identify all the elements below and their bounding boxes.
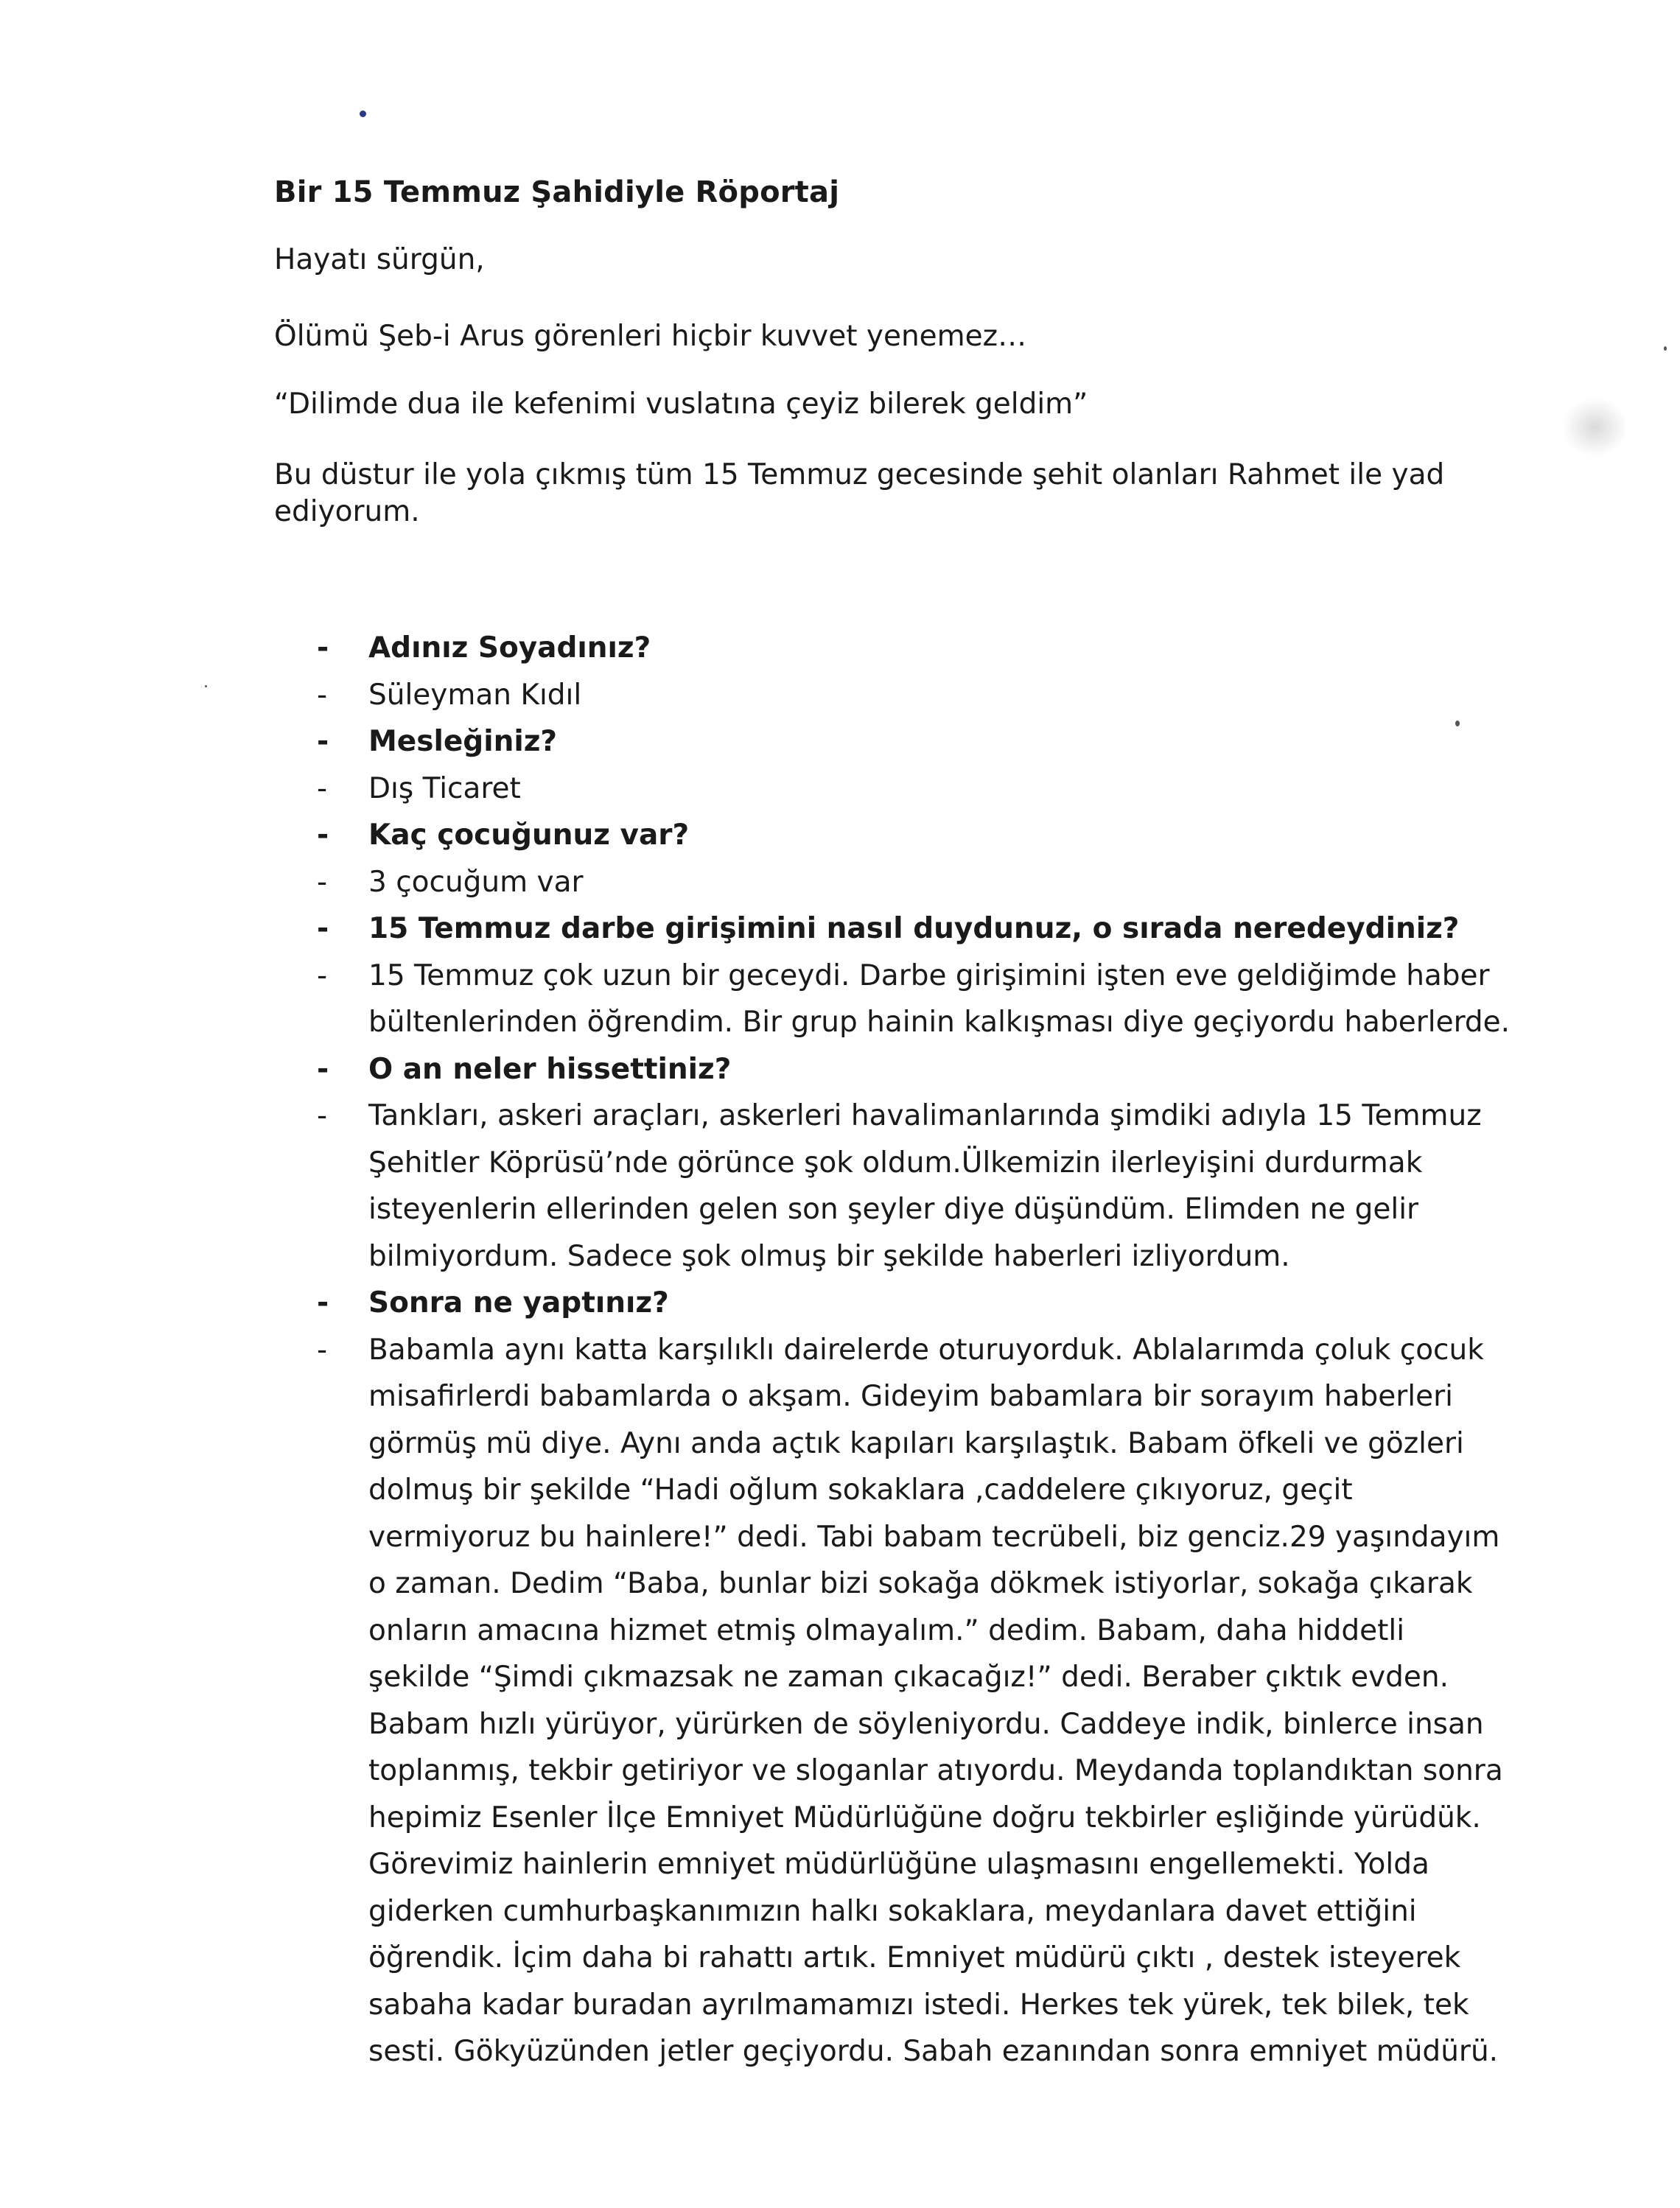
interview-list: [317, 625, 1525, 2075]
answer-line: giderken cumhurbaşkanımızın halkı sokaklara, meydanlara davet ettiğini: [368, 1894, 1417, 1928]
bullet-dash: -: [317, 631, 329, 665]
interview-question: [317, 718, 1525, 765]
answer-line: bilmiyordum. Sadece şok olmuş bir şekilde haberleri izliyordum.: [368, 1239, 1290, 1273]
bullet-dash: -: [317, 1052, 329, 1086]
interview-answer: [317, 953, 1525, 1046]
answer-line: öğrendik. İçim daha bi rahattı artık. Emniyet müdürü çıktı , destek isteyerek: [368, 1941, 1461, 1974]
question-text: 15 Temmuz darbe girişimini nasıl duydunuz, o sırada neredeydiniz?: [368, 912, 1460, 945]
answer-line: 15 Temmuz çok uzun bir geceydi. Darbe girişimini işten eve geldiğimde haber: [368, 958, 1490, 992]
bullet-dash: -: [317, 678, 328, 712]
answer-line: toplanmış, tekbir getiriyor ve sloganlar atıyordu. Meydanda toplandıktan sonra: [368, 1754, 1503, 1787]
answer-line: Babamla aynı katta karşılıklı dairelerde oturuyorduk. Ablalarımda çoluk çocuk: [368, 1333, 1484, 1367]
answer-line: sesti. Gökyüzünden jetler geçiyordu. Sabah ezanından sonra emniyet müdürü.: [368, 2035, 1499, 2068]
answer-line: dolmuş bir şekilde “Hadi oğlum sokaklara ,caddelere çıkıyoruz, geçit: [368, 1473, 1353, 1507]
document-title: Bir 15 Temmuz Şahidiyle Röportaj: [274, 175, 840, 209]
question-text: Adınız Soyadınız?: [368, 631, 651, 665]
answer-text: Dış Ticaret: [368, 771, 521, 805]
question-text: Mesleğiniz?: [368, 725, 558, 758]
answer-line: isteyenlerin ellerinden gelen son şeyler diye düşündüm. Elimden ne gelir: [368, 1193, 1419, 1226]
answer-line: Görevimiz hainlerin emniyet müdürlüğüne ulaşmasını engellemekti. Yolda: [368, 1848, 1429, 1881]
interview-question: [317, 812, 1525, 859]
answer-line: Şehitler Köprüsü’nde görünce şok oldum.Ülkemizin ilerleyişini durdurmak: [368, 1146, 1423, 1180]
answer-line: vermiyoruz bu hainlere!” dedi. Tabi babam tecrübeli, biz genciz.29 yaşındayım: [368, 1520, 1500, 1554]
interview-question: [317, 905, 1525, 953]
interview-answer: [317, 859, 1525, 906]
ink-speck: [1664, 346, 1667, 351]
answer-line: Babam hızlı yürüyor, yürürken de söyleniyordu. Caddeye indik, binlerce insan: [368, 1707, 1484, 1741]
bullet-dash: -: [317, 819, 329, 852]
bullet-dash: -: [317, 865, 328, 899]
bullet-dash: -: [317, 958, 328, 992]
ink-speck: [360, 111, 366, 117]
bullet-dash: -: [317, 725, 329, 758]
interview-answer: [317, 1093, 1525, 1280]
bullet-dash: -: [317, 771, 328, 805]
interview-answer: [317, 672, 1525, 719]
answer-line: o zaman. Dedim “Baba, bunlar bizi sokağa dökmek istiyorlar, sokağa çıkarak: [368, 1567, 1473, 1600]
answer-line: misafirlerdi babamlarda o akşam. Gideyim babamlara bir sorayım haberleri: [368, 1380, 1454, 1413]
intro-line: “Dilimde dua ile kefenimi vuslatına çeyiz bilerek geldim”: [274, 388, 1088, 421]
answer-line: hepimiz Esenler İlçe Emniyet Müdürlüğüne doğru tekbirler eşliğinde yürüdük.: [368, 1801, 1481, 1834]
intro-line: ediyorum.: [274, 495, 420, 528]
ink-speck: [205, 685, 207, 687]
intro-line: Ölümü Şeb-i Arus görenleri hiçbir kuvvet yenemez…: [274, 320, 1027, 353]
answer-line: görmüş mü diye. Aynı anda açtık kapıları karşılaştık. Babam öfkeli ve gözleri: [368, 1426, 1464, 1460]
bullet-dash: -: [317, 1099, 328, 1132]
bullet-dash: -: [317, 1333, 328, 1367]
answer-line: sabaha kadar buradan ayrılmamamızı istedi. Herkes tek yürek, tek bilek, tek: [368, 1988, 1469, 2022]
question-text: Kaç çocuğunuz var?: [368, 819, 690, 852]
question-text: Sonra ne yaptınız?: [368, 1286, 669, 1319]
answer-line: Tankları, askeri araçları, askerleri havalimanlarında şimdiki adıyla 15 Temmuz: [368, 1099, 1482, 1132]
answer-text: 3 çocuğum var: [368, 865, 584, 899]
bullet-dash: -: [317, 1286, 329, 1319]
intro-line: Bu düstur ile yola çıkmış tüm 15 Temmuz gecesinde şehit olanları Rahmet ile yad: [274, 458, 1445, 491]
interview-question: [317, 1280, 1525, 1327]
answer-line: bültenlerinden öğrendim. Bir grup hainin kalkışması diye geçiyordu haberlerde.: [368, 1006, 1511, 1039]
intro-line: Hayatı sürgün,: [274, 243, 485, 276]
answer-line: onların amacına hizmet etmiş olmayalım.” dedim. Babam, daha hiddetli: [368, 1613, 1405, 1647]
interview-answer: [317, 1327, 1525, 2075]
interview-question: [317, 1046, 1525, 1093]
scan-smudge: [1562, 398, 1628, 457]
answer-text: Süleyman Kıdıl: [368, 678, 582, 712]
interview-question: [317, 625, 1525, 672]
interview-answer: [317, 765, 1525, 813]
answer-line: şekilde “Şimdi çıkmazsak ne zaman çıkacağız!” dedi. Beraber çıktık evden.: [368, 1661, 1449, 1694]
question-text: O an neler hissettiniz?: [368, 1052, 732, 1086]
bullet-dash: -: [317, 912, 329, 945]
